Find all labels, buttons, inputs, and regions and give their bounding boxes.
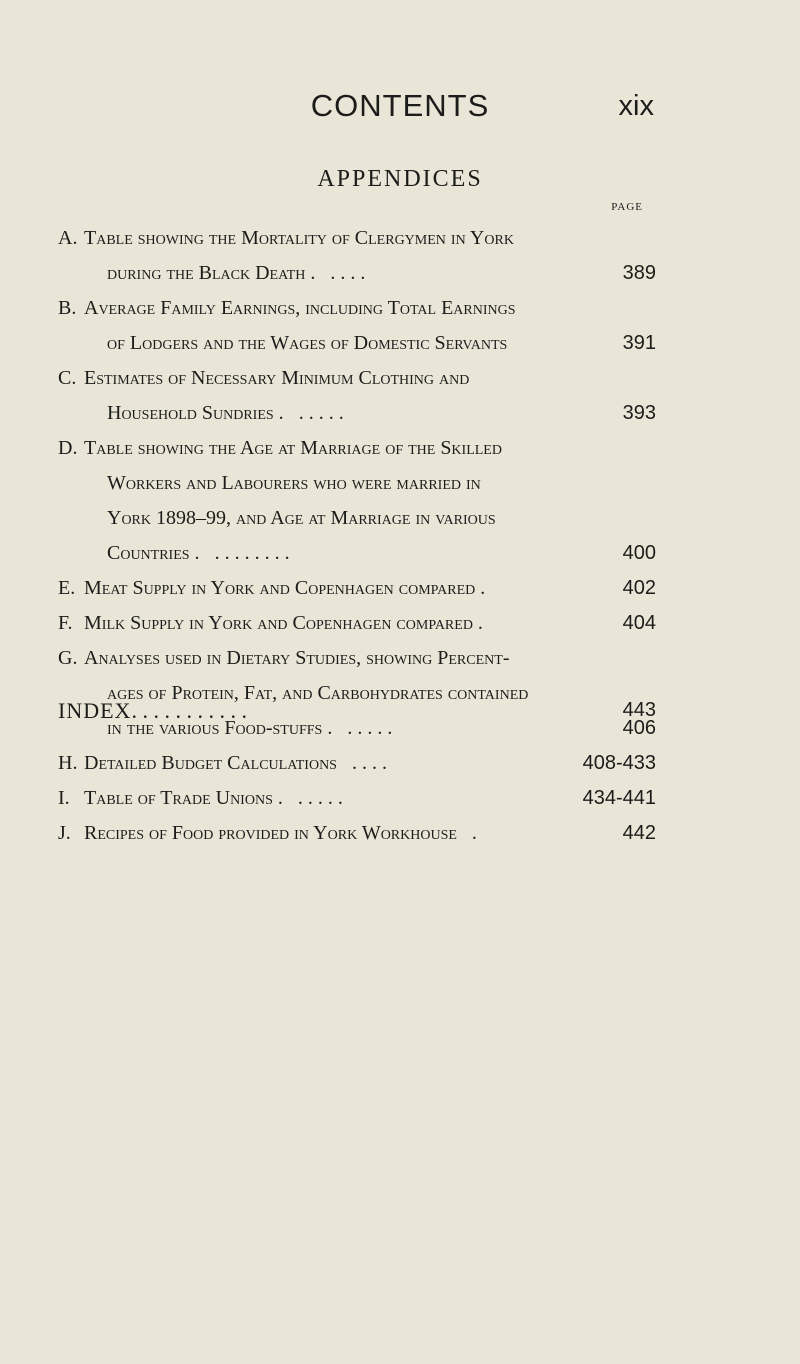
entry-line	[58, 571, 658, 606]
entry-page-number: 408-433	[582, 752, 656, 774]
entry-letter: C.	[58, 367, 77, 389]
page-folio: xix	[618, 90, 654, 122]
contents-entry	[58, 606, 658, 641]
contents-entry	[58, 816, 658, 851]
entry-title-text: Table showing the Age at Marriage of the Skilled	[84, 437, 502, 459]
entry-line	[58, 606, 658, 641]
entry-title-text: Recipes of Food provided in York Workhouse	[84, 822, 457, 844]
entry-line	[58, 536, 658, 571]
entry-line	[58, 466, 658, 501]
entry-letter: A.	[58, 227, 78, 249]
running-head-title: CONTENTS	[310, 88, 490, 123]
page-column-header: PAGE	[611, 201, 643, 213]
section-title: APPENDICES	[317, 166, 483, 192]
entry-title-text: Detailed Budget Calculations	[84, 752, 337, 774]
entry-letter: J.	[58, 822, 71, 844]
contents-entry	[58, 291, 658, 361]
entry-letter: D.	[58, 437, 78, 459]
index-label: INDEX. . . . . . . . . . .	[58, 698, 247, 723]
leader-dots: . . . . . . . .	[214, 542, 290, 564]
entry-title-text: of Lodgers and the Wages of Domestic Servants	[107, 332, 508, 354]
entry-line	[58, 746, 658, 781]
leader-dots: . . . .	[330, 262, 366, 284]
entry-title-text: Countries .	[107, 542, 200, 564]
entry-letter: B.	[58, 297, 77, 319]
entry-line	[58, 501, 658, 536]
entry-page-number: 391	[622, 332, 656, 354]
entry-title-text: Meat Supply in York and Copenhagen compared .	[84, 577, 486, 599]
entry-page-number: 402	[622, 577, 656, 599]
entry-letter: G.	[58, 647, 78, 669]
leader-dots: .	[471, 822, 477, 844]
entry-line	[58, 396, 658, 431]
entry-title-text: ages of Protein, Fat, and Carbohydrates contained	[107, 682, 529, 704]
index-page: 443	[622, 699, 656, 721]
entry-title-text: Table of Trade Unions .	[84, 787, 283, 809]
entry-title-text: Workers and Labourers who were married in	[107, 472, 481, 494]
leader-dots: . . . . .	[298, 402, 344, 424]
leader-dots: . . . .	[351, 752, 387, 774]
entry-page-number: 406	[622, 717, 656, 739]
entry-title-text: Milk Supply in York and Copenhagen compared .	[84, 612, 483, 634]
leader-dots: . . . . .	[347, 717, 393, 739]
entry-line	[58, 641, 658, 676]
entry-line	[58, 326, 658, 361]
contents-entry	[58, 746, 658, 781]
entry-letter: H.	[58, 752, 78, 774]
contents-entry	[58, 781, 658, 816]
entry-letter: F.	[58, 612, 73, 634]
entry-line	[58, 816, 658, 851]
entry-title-text: Household Sundries .	[107, 402, 284, 424]
leader-dots: . . . . .	[297, 787, 343, 809]
entry-page-number: 442	[622, 822, 656, 844]
entry-line	[58, 431, 658, 466]
entry-page-number: 404	[622, 612, 656, 634]
entry-line	[58, 361, 658, 396]
contents-entry	[58, 221, 658, 291]
contents-list	[58, 221, 658, 851]
leader-dots: . . . . . . . . . . .	[131, 698, 247, 723]
contents-entry	[58, 571, 658, 606]
entry-title-text: York 1898–99, and Age at Marriage in various	[107, 507, 496, 529]
entry-page-number: 393	[622, 402, 656, 424]
index-entry	[58, 693, 658, 728]
entry-title-text: Analyses used in Dietary Studies, showing Percent-	[84, 647, 510, 669]
entry-line	[58, 256, 658, 291]
entry-title-text: Average Family Earnings, including Total Earnings	[84, 297, 516, 319]
entry-page-number: 400	[622, 542, 656, 564]
entry-title-text: in the various Food-stuffs .	[107, 717, 333, 739]
entry-title-text: Estimates of Necessary Minimum Clothing and	[84, 367, 470, 389]
entry-title-text: Table showing the Mortality of Clergymen in York	[84, 227, 514, 249]
contents-entry	[58, 361, 658, 431]
entry-line	[58, 221, 658, 256]
entry-letter: E.	[58, 577, 76, 599]
entry-letter: I.	[58, 787, 70, 809]
entry-page-number: 434-441	[582, 787, 656, 809]
running-head	[0, 88, 800, 128]
entry-line	[58, 291, 658, 326]
entry-title-text: during the Black Death .	[107, 262, 316, 284]
contents-entry	[58, 431, 658, 571]
entry-page-number: 389	[622, 262, 656, 284]
entry-line	[58, 781, 658, 816]
